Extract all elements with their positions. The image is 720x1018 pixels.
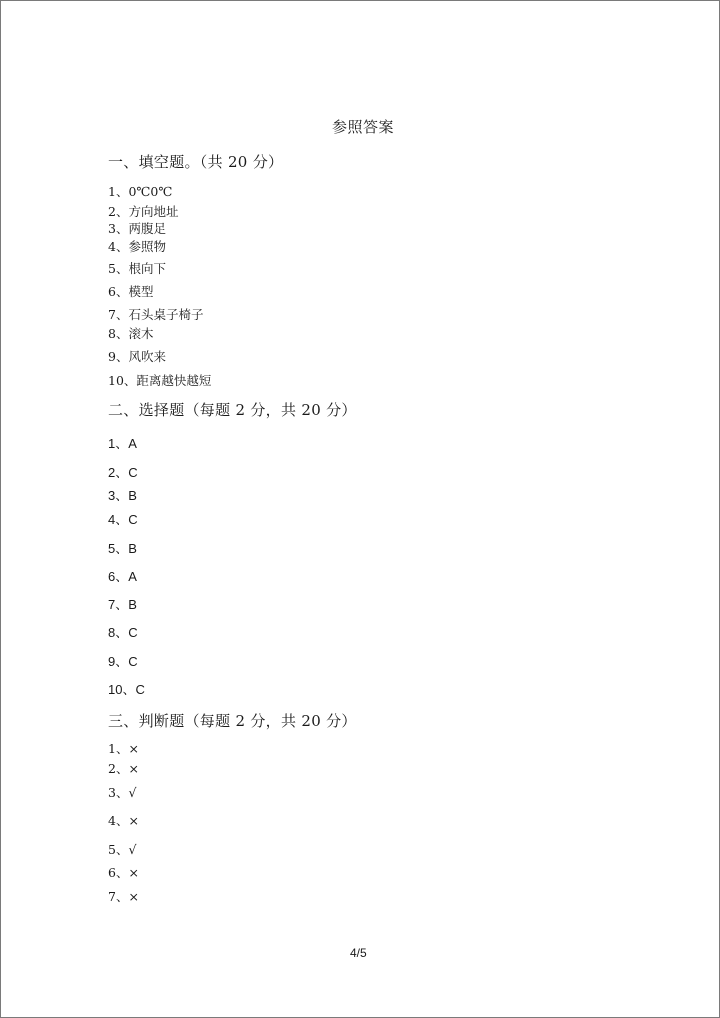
page-title: 参照答案 [332, 118, 395, 136]
answer-item: 3、B [108, 488, 137, 503]
answer-item: 6、A [108, 569, 137, 584]
answer-item: 7、B [108, 597, 137, 612]
answer-item: 5、根向下 [108, 261, 166, 276]
answer-item: 3、两腹足 [108, 221, 166, 236]
answer-item: 10、距离越快越短 [108, 373, 212, 388]
answer-item: 3、√ [108, 785, 137, 800]
answer-item: 1、0℃0℃ [108, 184, 173, 199]
answer-item: 4、参照物 [108, 239, 166, 254]
answer-item: 2、方向地址 [108, 204, 179, 219]
answer-item: 8、滚木 [108, 326, 154, 341]
answer-item: 7、石头桌子椅子 [108, 307, 204, 322]
answer-item: 4、× [108, 813, 139, 828]
answer-item: 9、风吹来 [108, 349, 166, 364]
section-heading-fill-blank: 一、填空题。（共 20 分） [108, 153, 284, 171]
answer-item: 5、√ [108, 842, 137, 857]
section-heading-true-false: 三、判断题（每题 2 分，共 20 分） [108, 712, 357, 730]
answer-item: 1、A [108, 436, 137, 451]
answer-item: 8、C [108, 625, 138, 640]
answer-item: 10、C [108, 682, 145, 697]
answer-item: 2、C [108, 465, 138, 480]
answer-item: 1、× [108, 741, 139, 756]
answer-item: 9、C [108, 654, 138, 669]
answer-item: 6、模型 [108, 284, 154, 299]
answer-item: 6、× [108, 865, 139, 880]
answer-item: 2、× [108, 761, 139, 776]
page-number: 4/5 [350, 946, 367, 960]
answer-item: 4、C [108, 512, 138, 527]
section-heading-multiple-choice: 二、选择题（每题 2 分，共 20 分） [108, 401, 357, 419]
answer-item: 7、× [108, 889, 139, 904]
answer-item: 5、B [108, 541, 137, 556]
